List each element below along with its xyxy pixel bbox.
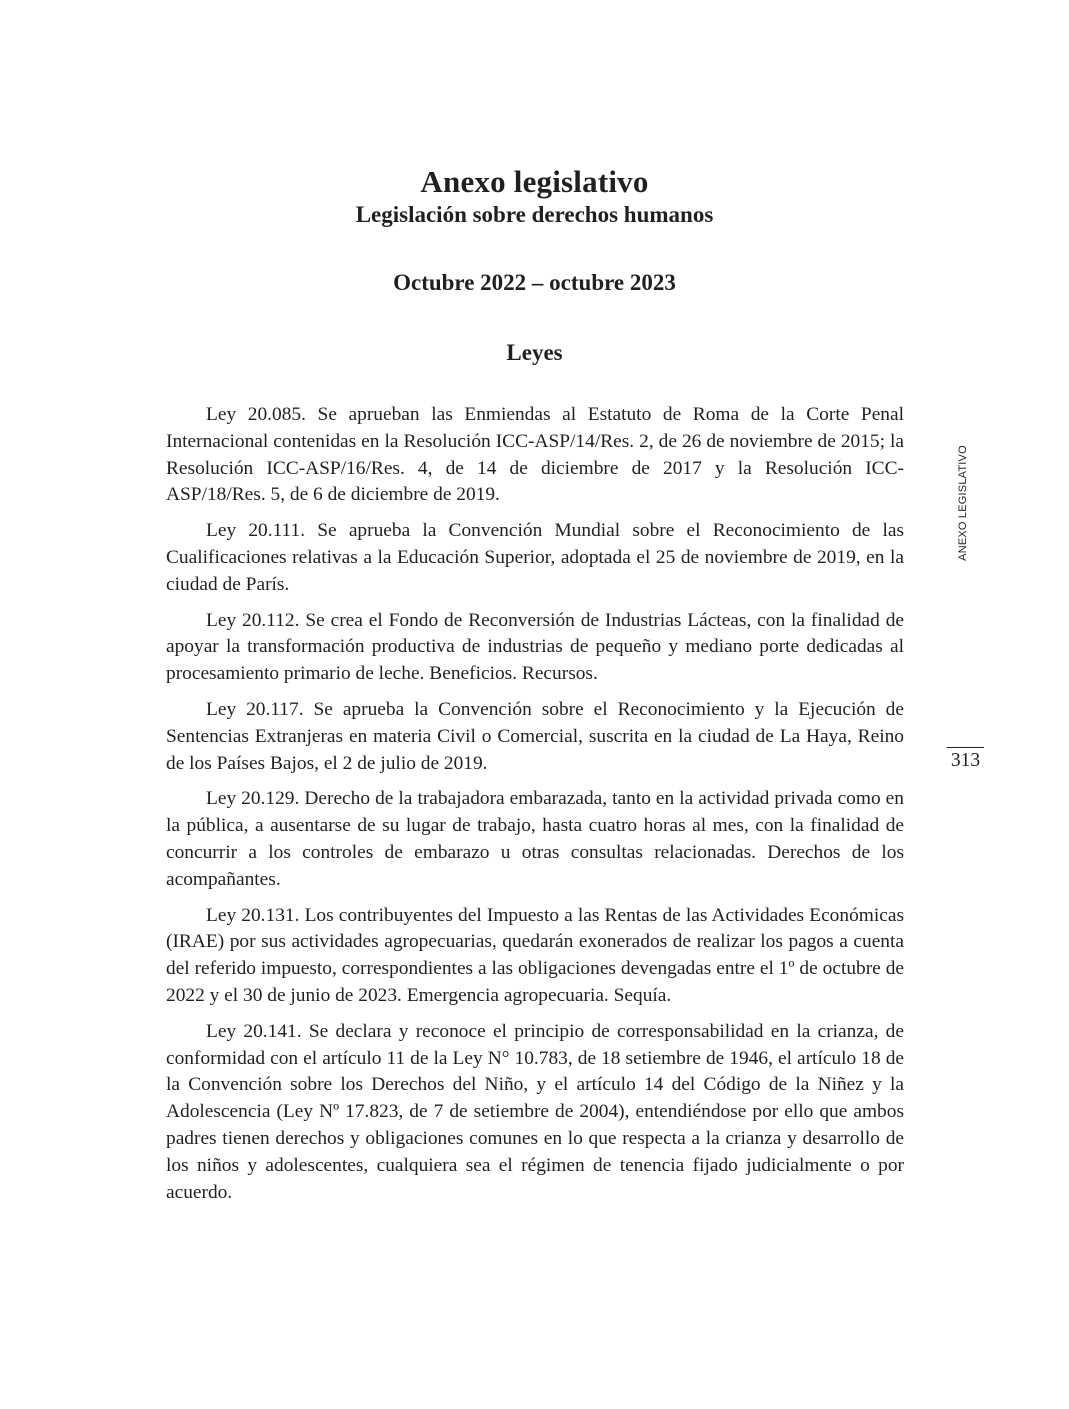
period-heading: Octubre 2022 – octubre 2023 bbox=[393, 270, 676, 295]
law-list bbox=[166, 402, 904, 1215]
law-paragraph: Ley 20.131. Los contribuyentes del Impuesto a las Rentas de las Actividades Económicas (IRAE) por sus actividades agropecuarias, quedarán exonerados de realizar los pagos a cuenta del referido impuesto, correspondientes a las obligaciones devengadas entre el 1º de octubre de 2022 y el 30 de junio de 2023. Emergencia agropecuaria. Sequía. bbox=[166, 904, 904, 1006]
page-number-rule bbox=[947, 747, 984, 748]
law-paragraph: Ley 20.111. Se aprueba la Convención Mundial sobre el Reconocimiento de las Cualificaciones relativas a la Educación Superior, adoptada el 25 de noviembre de 2019, en la ciudad de París. bbox=[166, 520, 904, 595]
law-paragraph: Ley 20.112. Se crea el Fondo de Reconversión de Industrias Lácteas, con la finalidad de apoyar la transformación productiva de industrias de pequeño y mediano porte dedicadas al procesamiento primario de leche. Beneficios. Recursos. bbox=[166, 609, 904, 685]
page-number: 313 bbox=[950, 750, 981, 771]
page-subtitle: Legislación sobre derechos humanos bbox=[355, 202, 714, 227]
page-title: Anexo legislativo bbox=[420, 164, 649, 199]
section-heading: Leyes bbox=[506, 340, 563, 365]
running-head bbox=[956, 440, 970, 565]
running-head-text: ANEXO LEGISLATIVO bbox=[957, 444, 969, 561]
law-paragraph: Ley 20.141. Se declara y reconoce el principio de corresponsabilidad en la crianza, de conformidad con el artículo 11 de la Ley N° 10.783, de 18 setiembre de 1946, el artículo 18 de la Convención sobre los Derechos del Niño, y el artículo 14 del Código de la Niñez y la Adolescencia (Ley Nº 17.823, de 7 de setiembre de 2004), entendiéndose por ello que ambos padres tienen derechos y obligaciones comunes en lo que respecta a la crianza y desarrollo de los niños y adolescentes, cualquiera sea el régimen de tenencia fijado judicialmente o por acuerdo. bbox=[166, 1020, 904, 1203]
law-paragraph: Ley 20.129. Derecho de la trabajadora embarazada, tanto en la actividad privada como en la pública, a ausentarse de su lugar de trabajo, hasta cuatro horas al mes, con la finalidad de concurrir a los controles de embarazo u otras consultas relacionadas. Derechos de los acompañantes. bbox=[166, 788, 904, 890]
law-paragraph: Ley 20.085. Se aprueban las Enmiendas al Estatuto de Roma de la Corte Penal Internacional contenidas en la Resolución ICC-ASP/14/Res. 2, de 26 de noviembre de 2015; la Resolución ICC-ASP/16/Res. 4, de 14 de diciembre de 2017 y la Resolución ICC-ASP/18/Res. 5, de 6 de diciembre de 2019. bbox=[166, 404, 904, 506]
law-paragraph: Ley 20.117. Se aprueba la Convención sobre el Reconocimiento y la Ejecución de Sentencias Extranjeras en materia Civil o Comercial, suscrita en la ciudad de La Haya, Reino de los Países Bajos, el 2 de julio de 2019. bbox=[166, 698, 904, 774]
